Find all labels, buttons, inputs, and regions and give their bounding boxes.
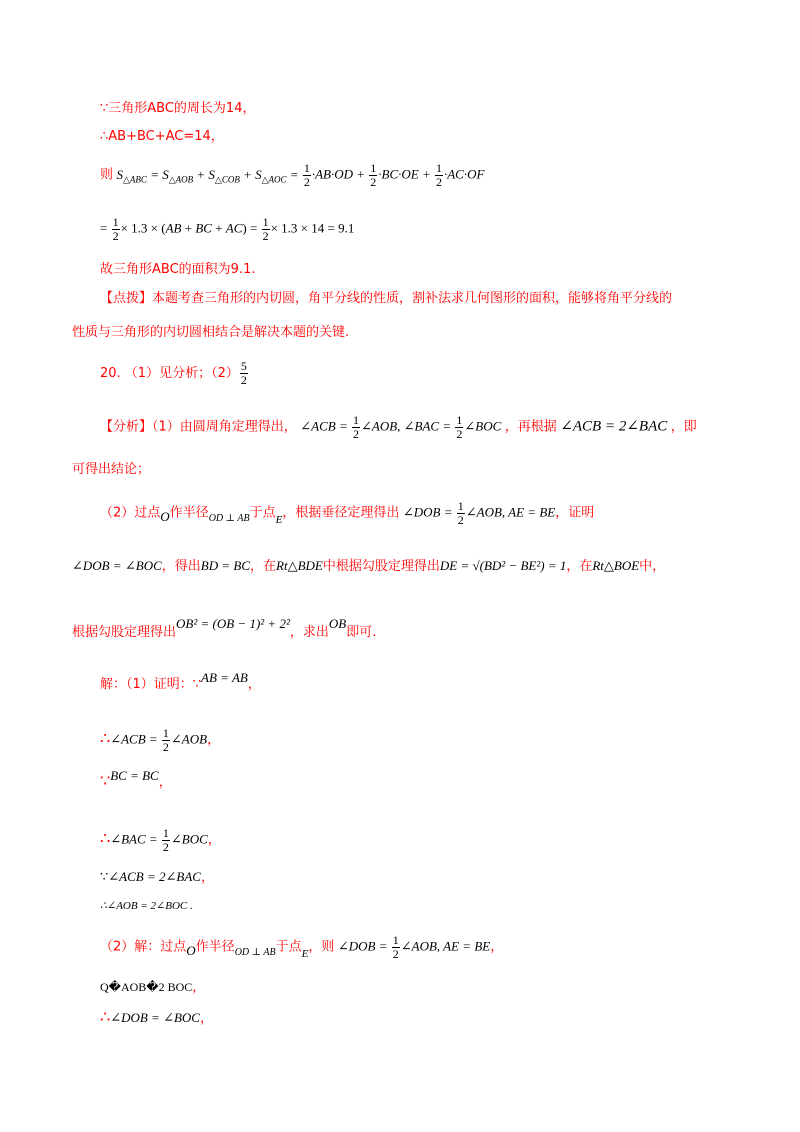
text-analysis-intro: 【分析】（1）由圆周角定理得出， [100, 419, 297, 435]
formula-acb-2bac: ∠ACB = 2∠BAC [560, 418, 668, 435]
formula-rt-boe: Rt△BOE [592, 558, 640, 573]
text-comma-7: ， [192, 980, 206, 995]
formula-ob-equation: OB² = (OB − 1)² + 2² [176, 616, 290, 631]
solution-line-1 [100, 670, 261, 695]
text-comma-3: ， [158, 775, 172, 790]
formula-bd-bc: BD = BC [200, 558, 251, 573]
text-therefore: ∴ [100, 728, 111, 748]
text-because: ∵ [100, 771, 111, 790]
solution-part2-line-2 [100, 977, 205, 998]
problem-20-answer: 20. （1）见分析；（2） $\frac{5}{2}$ [100, 359, 247, 387]
text-because-2: ∵ [100, 869, 109, 884]
text-then: ，再根据 [504, 419, 557, 435]
formula-acb-2bac-2: ∠ACB = 2∠BAC [108, 869, 201, 884]
text-jike: 即可. [346, 625, 377, 640]
solution-line-4: ∴∠BAC = $\frac{1}{2}$ ∠BOC， [100, 826, 221, 854]
analysis-line-3: （2）过点O作半径$_{OD \perp AB}$于点$_E$，根据垂径定理得出 ∠DOB = $\frac{1}{2}$ ∠AOB, AE = BE，证明 [100, 499, 595, 527]
text-therefore-2: ∴ [100, 828, 111, 848]
text-comma-6: ， [490, 939, 504, 955]
formula-e-2: E [301, 947, 309, 960]
solution-part2-line-1: （2）解：过点O作半径$_{OD \perp AB}$于点$_E$，则 ∠DOB = $\frac{1}{2}$ ∠AOB, AE = BE， [100, 933, 504, 961]
text-qiuchu: ，求出 [289, 625, 329, 640]
formula-ob: OB [328, 616, 347, 631]
text-gougu: 中根据勾股定理得出 [322, 559, 440, 574]
text-part2-intro: （2）解：过点 [100, 939, 187, 955]
formula-de: DE = √(BD² − BE²) = 1 [439, 558, 567, 573]
text-line-conclusion: 故三角形ABC的面积为9.1. [100, 262, 256, 277]
text-radius-2: 作半径 [195, 939, 235, 955]
text-prove: ，证明 [555, 505, 595, 521]
formula-area-decomposition: 则 $S_{\triangle ABC} = S_{\triangle AOB} + S_{\triangle COB} + S_{\triangle AOC}$ = $\frac{1}{2}$ ·AB·OD + $\frac{1}{2}$ ·BC·OE + $\frac{1}{2}$ ·AC·OF [100, 161, 485, 189]
text-yudian-2: 于点 [275, 939, 302, 955]
formula-arc-bc: BC = BC [110, 768, 159, 783]
analysis-line-1: 【分析】（1）由圆周角定理得出， ∠ACB = $\frac{1}{2}$ ∠AOB, ∠BAC = $\frac{1}{2}$ ∠BOC ，再根据 ∠ACB = 2∠BAC ，即 [100, 413, 697, 441]
solution-line-3 [100, 768, 172, 793]
analysis-line-5 [72, 616, 377, 643]
text-zai-2: ，在 [566, 559, 593, 574]
text-line-sum: ∴AB+BC+AC=14， [100, 129, 224, 144]
formula-dob-boc-2: ∠DOB = ∠BOC [110, 1010, 200, 1025]
formula-od-perp-ab: OD ⊥ AB [208, 512, 250, 524]
formula-garbled-aob: Q�AOB�2 BOC [100, 980, 193, 994]
formula-dob-boc: ∠DOB = ∠BOC [72, 558, 162, 573]
text-ze-2: ，则 [308, 939, 335, 955]
analysis-line-2: 可得出结论； [72, 462, 151, 477]
analysis-line-4 [72, 556, 665, 577]
text-comma-4: ， [207, 832, 221, 848]
formula-o-2: O [186, 942, 196, 958]
text-comma-8: ， [199, 1011, 213, 1026]
text-dechu: ，得出 [161, 559, 201, 574]
formula-rt-bde: Rt△BDE [276, 558, 323, 573]
text-ze: 则 [100, 167, 114, 183]
formula-area-result: = $\frac{1}{2}$ × 1.3 × (AB + BC + AC) = $\frac{1}{2}$ × 1.3 × 14 = 9.1 [100, 215, 355, 243]
text-dianbo-2: 性质与三角形的内切圆相结合是解决本题的关键. [72, 325, 350, 340]
solution-part2-line-3 [100, 1007, 213, 1029]
text-therefore-3: ∴ [100, 1007, 111, 1026]
text-dianbo-1: 【点拨】本题考查三角形的内切圆，角平分线的性质，割补法求几何图形的面积，能够将角平分线的 [100, 291, 673, 306]
text-yudian: 于点 [249, 505, 276, 521]
solution-line-5 [100, 867, 214, 888]
formula-e: E [275, 513, 283, 526]
formula-arc-ab: AB = AB [201, 670, 248, 685]
text-line-perimeter: ∵三角形ABC的周长为14， [100, 101, 256, 116]
text-comma-5: ， [200, 870, 214, 885]
formula-od-perp-ab-2: OD ⊥ AB [234, 946, 276, 958]
text-ji: ，即 [670, 419, 697, 435]
text-gougu-2: 根据勾股定理得出 [72, 625, 177, 640]
formula-o: O [160, 508, 170, 524]
text-radius: 作半径 [169, 505, 209, 521]
text-chuijing: ，根据垂径定理得出 [282, 505, 400, 521]
text-zhong: 中， [639, 559, 666, 574]
text-zai: ，在 [250, 559, 277, 574]
text-comma-2: ， [207, 732, 221, 748]
text-solution-1: 解：（1）证明：∵ [100, 677, 202, 692]
text-comma: ， [247, 677, 261, 692]
text-guodian: （2）过点 [100, 505, 161, 521]
solution-line-2: ∴∠ACB = $\frac{1}{2}$ ∠AOB， [100, 726, 221, 754]
solution-line-6: ∴∠AOB = 2∠BOC . [100, 900, 193, 912]
